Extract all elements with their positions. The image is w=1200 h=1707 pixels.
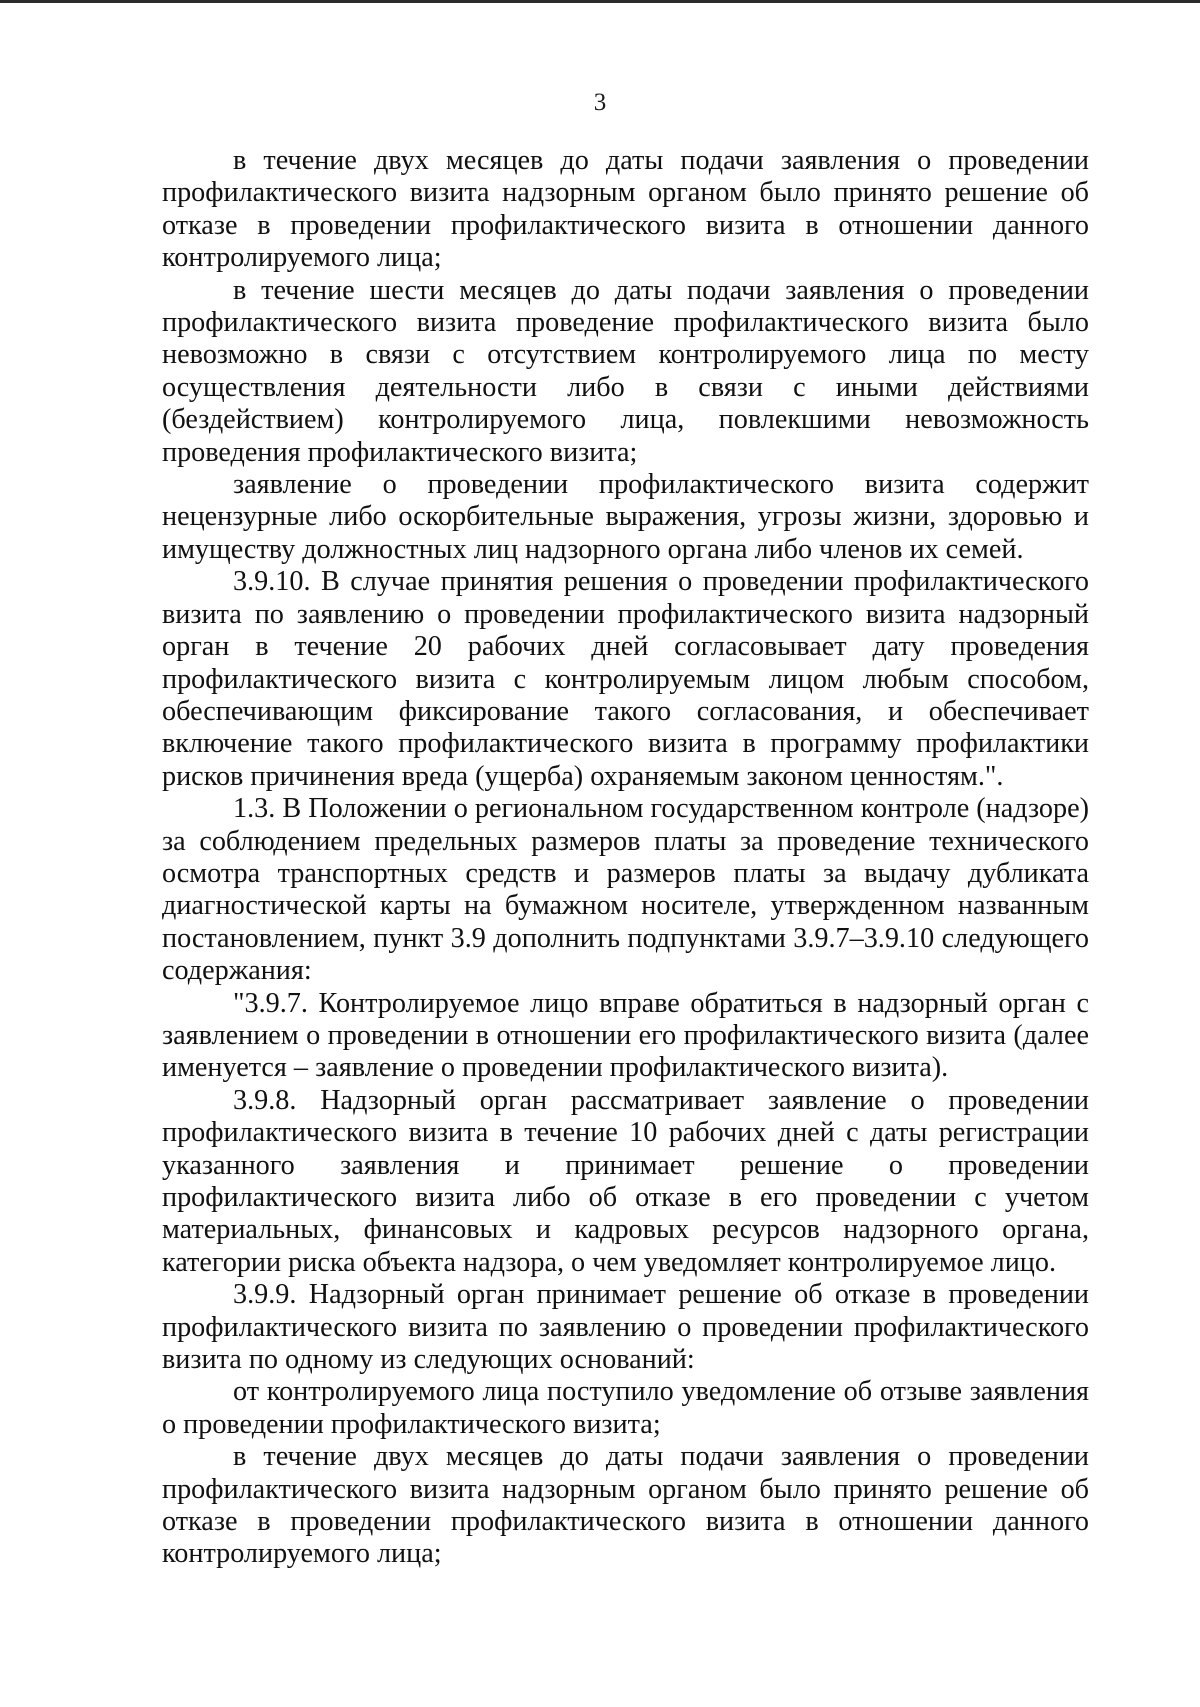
document-body — [162, 145, 1089, 1571]
paragraph-withdrawal: от контролируемого лица поступило уведомление об отзыве заявления о проведении профилактического визита; — [162, 1376, 1089, 1440]
paragraph-1-3: 1.3. В Положении о региональном государственном контроле (надзоре) за соблюдением предельных размеров платы за проведение технического осмотра транспортных средств и размеров платы за выдачу дубликата диагностической карты на бумажном носителе, утвержденном названным постановлением, пункт 3.9 дополнить подпунктами 3.9.7–3.9.10 следующего содержания: — [162, 793, 1089, 987]
page-number: 3 — [593, 89, 607, 116]
paragraph-3-9-7: "3.9.7. Контролируемое лицо вправе обратиться в надзорный орган с заявлением о проведении в отношении его профилактического визита (далее именуется – заявление о проведении профилактического визита). — [162, 987, 1089, 1084]
paragraph-refusal-two-months: в течение двух месяцев до даты подачи заявления о проведении профилактического визита надзорным органом было принято решение об отказе в проведении профилактического визита в отношении данного контролируемого лица; — [162, 145, 1089, 274]
paragraph-refusal-offensive: заявление о проведении профилактического визита содержит нецензурные либо оскорбительные выражения, угрозы жизни, здоровью и имуществу должностных лиц надзорного органа либо членов их семей. — [162, 469, 1089, 565]
paragraph-refusal-two-months-repeat: в течение двух месяцев до даты подачи заявления о проведении профилактического визита надзорным органом было принято решение об отказе в проведении профилактического визита в отношении данного контролируемого лица; — [162, 1441, 1089, 1570]
paragraph-3-9-8: 3.9.8. Надзорный орган рассматривает заявление о проведении профилактического визита в течение 10 рабочих дней с даты регистрации указанного заявления и принимает решение о проведении профилактического визита либо об отказе в его проведении с учетом материальных, финансовых и кадровых ресурсов надзорного органа, категории риска объекта надзора, о чем уведомляет контролируемое лицо. — [162, 1084, 1089, 1278]
page-top-edge — [0, 0, 1200, 3]
paragraph-3-9-10: 3.9.10. В случае принятия решения о проведении профилактического визита по заявлению о проведении профилактического визита надзорный орган в течение 20 рабочих дней согласовывает дату проведения профилактического визита с контролируемым лицом любым способом, обеспечивающим фиксирование такого согласования, и обеспечивает включение такого профилактического визита в программу профилактики рисков причинения вреда (ущерба) охраняемым законом ценностям.". — [162, 566, 1089, 792]
paragraph-refusal-six-months: в течение шести месяцев до даты подачи заявления о проведении профилактического визита проведение профилактического визита было невозможно в связи с отсутствием контролируемого лица по месту осуществления деятельности либо в связи с иными действиями (бездействием) контролируемого лица, повлекшими невозможность проведения профилактического визита; — [162, 274, 1089, 468]
paragraph-3-9-9: 3.9.9. Надзорный орган принимает решение об отказе в проведении профилактического визита по заявлению о проведении профилактического визита по одному из следующих оснований: — [162, 1279, 1089, 1376]
